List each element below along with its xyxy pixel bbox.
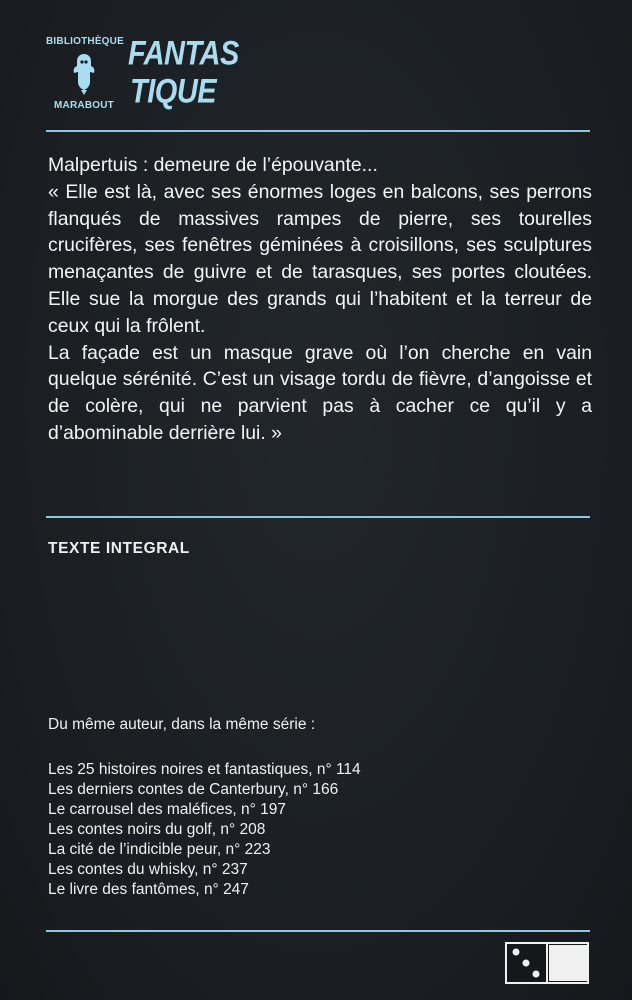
list-item: Les contes du whisky, n° 237 — [48, 861, 248, 878]
blurb-paragraph: Malpertuis : demeure de l’épouvante... — [48, 154, 378, 176]
series-block — [46, 34, 122, 116]
collection-name — [128, 34, 239, 116]
collection-name-line1: FANTAS — [128, 35, 239, 73]
list-item: Le livre des fantômes, n° 247 — [48, 881, 249, 898]
other-works-list — [48, 760, 361, 900]
other-works-heading: Du même auteur, dans la même série : — [48, 716, 316, 733]
divider-middle — [46, 516, 590, 518]
domino-icon — [505, 942, 589, 984]
series-name-bottom: MARABOUT — [54, 100, 114, 111]
marabout-bird-icon — [72, 52, 96, 96]
divider-bottom — [46, 930, 590, 932]
blurb-paragraph: La façade est un masque grave où l’on cherche en vain quelque sérénité. C’est un visage tordu de fièvre, d’angoisse et de colère, qui ne parvient pas à cacher ce qu’il y a d’abominable derrière lui. » — [48, 341, 592, 444]
blurb-paragraph: « Elle est là, avec ses énormes loges en balcons, ses perrons flanqués de massives rampes de pierre, ses tourelles crucifères, ses fenêtres géminées à croisillons, ses sculptures menaçantes de guivre et de tarasques, ses portes cloutées. Elle sue la morgue des grands qui l’habitent et la terreur de ceux qui la frôlent. — [48, 180, 592, 337]
list-item: Les derniers contes de Canterbury, n° 166 — [48, 781, 339, 798]
divider-top — [46, 130, 590, 132]
list-item: Les contes noirs du golf, n° 208 — [48, 821, 266, 838]
edition-label: TEXTE INTEGRAL — [48, 540, 190, 557]
publisher-logo — [46, 34, 239, 116]
list-item: La cité de l’indicible peur, n° 223 — [48, 841, 271, 858]
list-item: Les 25 histoires noires et fantastiques, n° 114 — [48, 761, 361, 778]
collection-name-line2: TIQUE — [130, 73, 217, 111]
list-item: Le carrousel des maléfices, n° 197 — [48, 801, 286, 818]
series-name-top: BIBLIOTHÈQUE — [46, 36, 124, 47]
blurb-text — [48, 152, 592, 447]
